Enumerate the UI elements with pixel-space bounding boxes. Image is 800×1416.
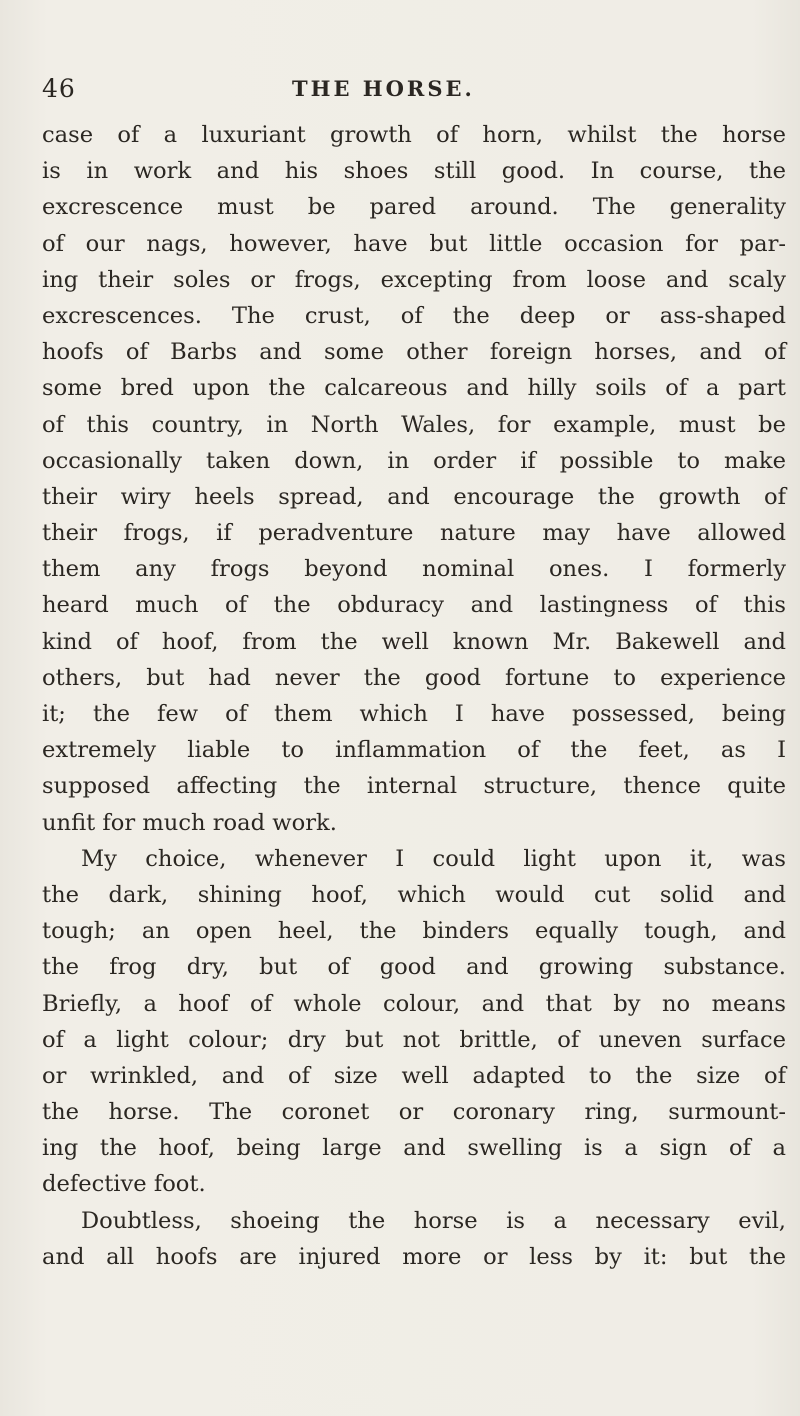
paragraph-end-line: defective foot. <box>42 1171 206 1198</box>
text-line: ing their soles or frogs, excepting from loose and scaly <box>42 266 786 293</box>
text-line: Briefly, a hoof of whole colour, and that by no means <box>42 990 786 1017</box>
text-line: and all hoofs are injured more or less by it: but the <box>42 1243 786 1270</box>
text-line: case of a luxuriant growth of horn, whilst the horse <box>42 122 786 148</box>
paragraph-end-line: unfit for much road work. <box>42 809 337 836</box>
text-line: extremely liable to inflammation of the feet, as I <box>42 737 786 764</box>
text-line: ing the hoof, being large and swelling is a sign of a <box>42 1135 786 1162</box>
text-line: tough; an open heel, the binders equally tough, and <box>42 918 786 945</box>
text-line: hoofs of Barbs and some other foreign horses, and of <box>42 339 786 366</box>
paragraph-start-line: My choice, whenever I could light upon it, was <box>81 845 786 872</box>
text-line: kind of hoof, from the well known Mr. Bakewell and <box>42 628 786 655</box>
text-line: excrescence must be pared around. The generality <box>42 194 786 221</box>
running-head <box>42 74 782 110</box>
text-line: is in work and his shoes still good. In course, the <box>42 158 786 185</box>
text-line: supposed affecting the internal structure, thence quite <box>42 773 786 800</box>
text-line: the horse. The coronet or coronary ring, surmount- <box>42 1099 786 1126</box>
text-line: them any frogs beyond nominal ones. I formerly <box>42 556 786 583</box>
paragraph-start-line: Doubtless, shoeing the horse is a necessary evil, <box>81 1207 786 1234</box>
text-line: occasionally taken down, in order if possible to make <box>42 447 786 474</box>
text-line: the frog dry, but of good and growing substance. <box>42 954 786 981</box>
text-line: their wiry heels spread, and encourage the growth of <box>42 483 786 510</box>
text-line: of this country, in North Wales, for example, must be <box>42 411 786 438</box>
text-line: or wrinkled, and of size well adapted to the size of <box>42 1062 786 1089</box>
text-line: the dark, shining hoof, which would cut solid and <box>42 881 786 908</box>
page-number: 46 <box>42 74 76 103</box>
text-line: it; the few of them which I have possessed, being <box>42 701 786 727</box>
text-line: some bred upon the calcareous and hilly soils of a part <box>42 375 786 402</box>
text-line: heard much of the obduracy and lastingness of this <box>42 592 786 619</box>
text-line: excrescences. The crust, of the deep or ass-shaped <box>42 302 786 329</box>
text-line: their frogs, if peradventure nature may have allowed <box>42 520 786 547</box>
running-title: THE HORSE. <box>292 76 475 101</box>
text-line: others, but had never the good fortune to experience <box>42 664 786 691</box>
text-line: of a light colour; dry but not brittle, of uneven surface <box>42 1026 786 1053</box>
body-text <box>42 117 786 1275</box>
text-line: of our nags, however, have but little occasion for par- <box>42 230 786 257</box>
